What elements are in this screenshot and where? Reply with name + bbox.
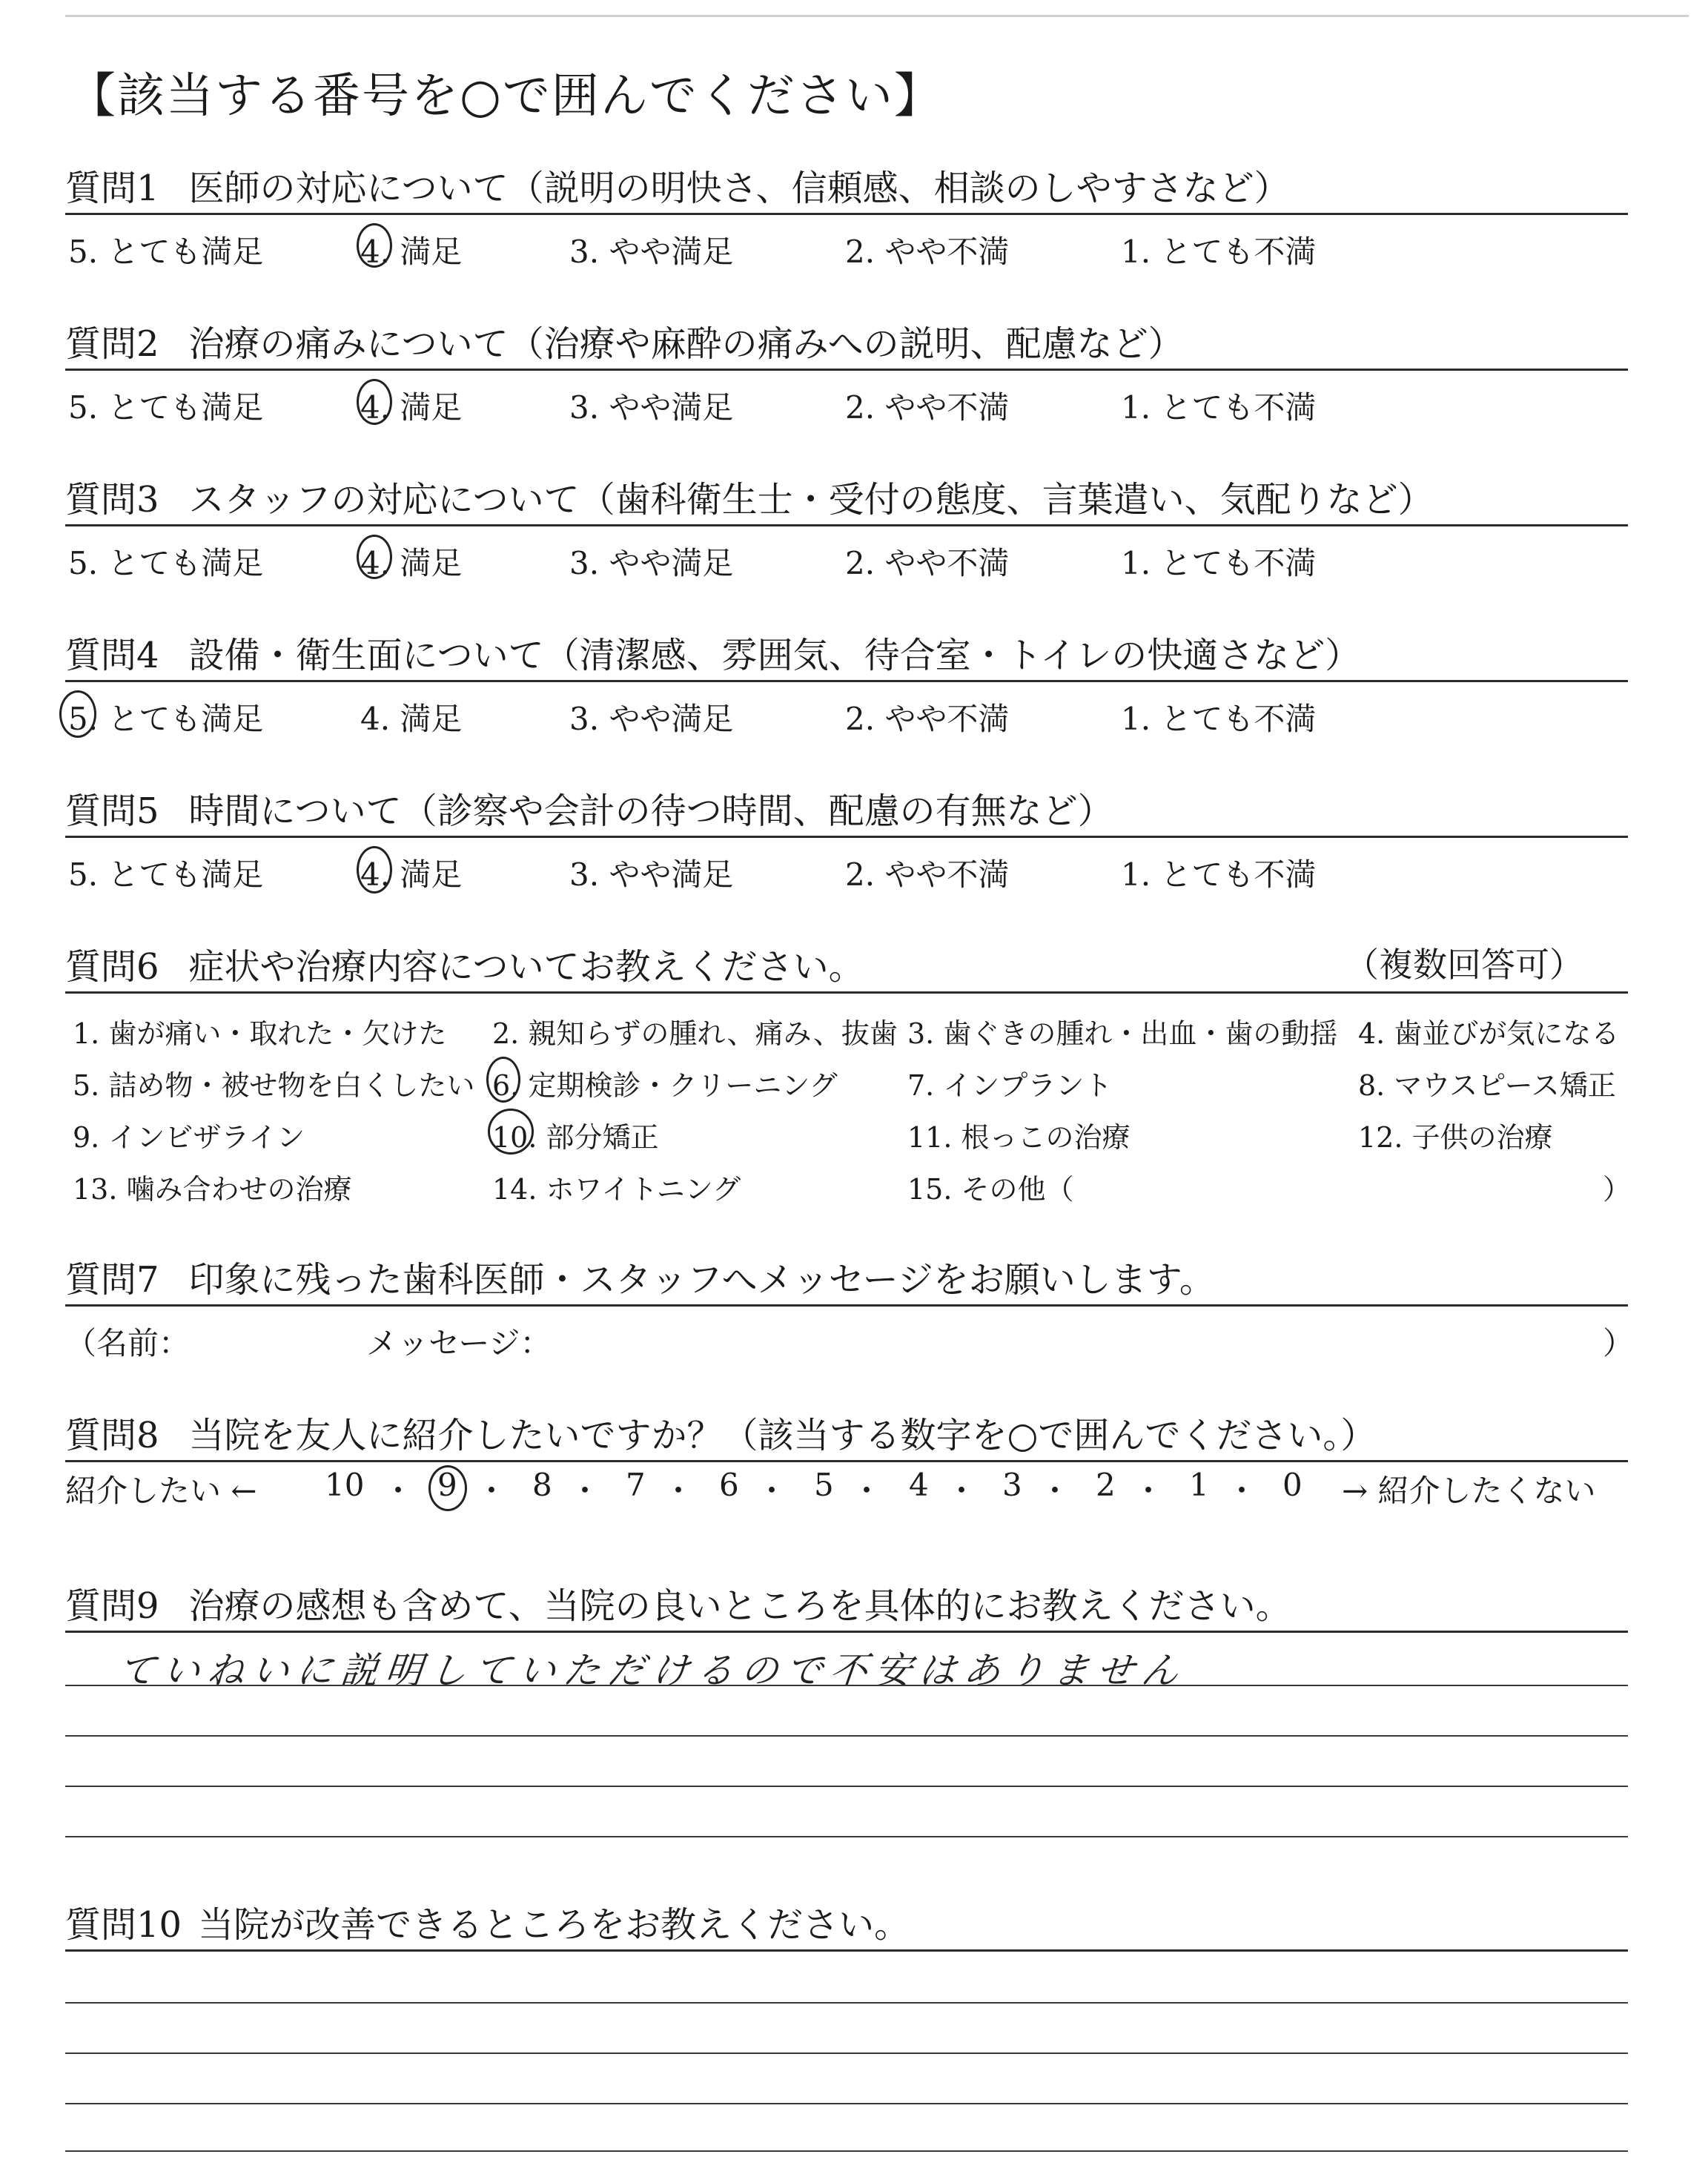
scale-separator: ・ xyxy=(663,1473,695,1509)
scale-separator: ・ xyxy=(1039,1473,1071,1509)
question-title xyxy=(65,1251,1215,1302)
recommend-score-8[interactable]: 8 xyxy=(532,1467,552,1503)
answer-line xyxy=(65,1836,1628,1837)
option-3[interactable]: 3. やや満足 xyxy=(569,856,734,893)
question-number: 質問4 xyxy=(65,635,159,676)
question-rule xyxy=(65,1631,1628,1633)
option-4[interactable]: 4. 満足 xyxy=(360,389,463,426)
question-title xyxy=(65,782,1113,833)
question-title xyxy=(65,938,864,989)
symptom-option-11[interactable]: 11. 根っこの治療 xyxy=(907,1121,1131,1154)
question-text: 医師の対応について（説明の明快さ、信頼感、相談のしやすさなど） xyxy=(188,168,1290,209)
recommend-left-label: 紹介したい ← xyxy=(65,1473,257,1509)
selection-circle xyxy=(357,379,392,425)
scale-separator: ・ xyxy=(569,1473,601,1509)
question-rule xyxy=(65,524,1628,526)
question-number: 質問2 xyxy=(65,323,159,365)
recommend-score-10[interactable]: 10 xyxy=(325,1467,365,1503)
option-1[interactable]: 1. とても不満 xyxy=(1121,234,1317,270)
question-rule xyxy=(65,836,1628,838)
scale-separator: ・ xyxy=(1133,1473,1165,1509)
recommend-right-label: → 紹介したくない xyxy=(1342,1473,1596,1509)
question-text: 治療の痛みについて（治療や麻酔の痛みへの説明、配慮など） xyxy=(188,323,1184,365)
question-title xyxy=(65,471,1434,522)
recommend-score-7[interactable]: 7 xyxy=(626,1467,646,1503)
symptom-option-12[interactable]: 12. 子供の治療 xyxy=(1358,1121,1553,1154)
option-3[interactable]: 3. やや満足 xyxy=(569,701,734,737)
scale-separator: ・ xyxy=(851,1473,883,1509)
option-3[interactable]: 3. やや満足 xyxy=(569,234,734,270)
recommend-score-1[interactable]: 1 xyxy=(1189,1467,1209,1503)
question-number: 質問8 xyxy=(65,1415,159,1456)
symptom-option-5[interactable]: 5. 詰め物・被せ物を白くしたい xyxy=(73,1069,475,1102)
answer-line xyxy=(65,2002,1628,2004)
answer-line xyxy=(65,2052,1628,2054)
option-2[interactable]: 2. やや不満 xyxy=(845,389,1010,426)
question-title xyxy=(65,1577,1291,1628)
option-5[interactable]: 5. とても満足 xyxy=(68,389,264,426)
recommend-score-3[interactable]: 3 xyxy=(1002,1467,1022,1503)
option-2[interactable]: 2. やや不満 xyxy=(845,234,1010,270)
scale-separator: ・ xyxy=(946,1473,978,1509)
option-4[interactable]: 4. 満足 xyxy=(360,701,463,737)
answer-line xyxy=(65,1735,1628,1737)
top-border xyxy=(65,15,1689,17)
message-label: メッセージ： xyxy=(366,1325,552,1361)
option-5[interactable]: 5. とても満足 xyxy=(68,545,264,581)
selection-circle xyxy=(486,1057,520,1103)
question-title xyxy=(65,1407,1376,1458)
scale-separator: ・ xyxy=(1226,1473,1258,1509)
question-title xyxy=(65,1896,910,1947)
question-text: 当院を友人に紹介したいですか？（該当する数字を○で囲んでください。） xyxy=(188,1415,1377,1456)
scale-separator: ・ xyxy=(383,1473,414,1509)
other-close-paren: ） xyxy=(1603,1173,1632,1206)
recommend-score-0[interactable]: 0 xyxy=(1282,1467,1302,1503)
option-5[interactable]: 5. とても満足 xyxy=(68,701,264,737)
question-number: 質問5 xyxy=(65,790,159,832)
option-5[interactable]: 5. とても満足 xyxy=(68,856,264,893)
recommend-score-4[interactable]: 4 xyxy=(909,1467,929,1503)
scale-separator: ・ xyxy=(756,1473,788,1509)
option-4[interactable]: 4. 満足 xyxy=(360,234,463,270)
selection-circle xyxy=(59,690,96,738)
question-rule xyxy=(65,1304,1628,1307)
question-number: 質問10 xyxy=(65,1904,182,1946)
option-4[interactable]: 4. 満足 xyxy=(360,545,463,581)
symptom-option-7[interactable]: 7. インプラント xyxy=(907,1069,1113,1102)
option-4[interactable]: 4. 満足 xyxy=(360,856,463,893)
answer-line xyxy=(65,1786,1628,1787)
symptom-option-3[interactable]: 3. 歯ぐきの腫れ・出血・歯の動揺 xyxy=(907,1017,1338,1050)
recommend-score-2[interactable]: 2 xyxy=(1096,1467,1116,1503)
selection-circle xyxy=(357,846,392,894)
question-text: 当院が改善できるところをお教えください。 xyxy=(198,1904,910,1946)
symptom-option-15[interactable]: 15. その他（ xyxy=(907,1173,1074,1206)
symptom-option-1[interactable]: 1. 歯が痛い・取れた・欠けた xyxy=(73,1017,447,1050)
option-1[interactable]: 1. とても不満 xyxy=(1121,545,1317,581)
recommend-score-5[interactable]: 5 xyxy=(814,1467,834,1503)
symptom-option-6[interactable]: 6. 定期検診・クリーニング xyxy=(492,1069,838,1102)
question-text: 設備・衛生面について（清潔感、雰囲気、待合室・トイレの快適さなど） xyxy=(188,635,1361,676)
selection-circle xyxy=(357,223,392,268)
message-close-paren: ） xyxy=(1603,1325,1635,1361)
question-rule xyxy=(65,680,1628,682)
question-text: 症状や治療内容についてお教えください。 xyxy=(188,946,864,988)
symptom-option-10[interactable]: 10. 部分矯正 xyxy=(492,1121,659,1154)
recommend-score-9[interactable]: 9 xyxy=(437,1467,457,1503)
option-2[interactable]: 2. やや不満 xyxy=(845,856,1010,893)
option-3[interactable]: 3. やや満足 xyxy=(569,389,734,426)
question-title xyxy=(65,627,1360,678)
option-5[interactable]: 5. とても満足 xyxy=(68,234,264,270)
option-1[interactable]: 1. とても不満 xyxy=(1121,701,1317,737)
option-3[interactable]: 3. やや満足 xyxy=(569,545,734,581)
question-rule xyxy=(65,1949,1628,1952)
option-1[interactable]: 1. とても不満 xyxy=(1121,389,1317,426)
selection-circle xyxy=(428,1465,467,1511)
question-text: 時間について（診察や会計の待つ時間、配慮の有無など） xyxy=(188,790,1113,832)
question-number: 質問7 xyxy=(65,1259,159,1301)
option-1[interactable]: 1. とても不満 xyxy=(1121,856,1317,893)
question-number: 質問3 xyxy=(65,479,159,521)
question-text: スタッフの対応について（歯科衛生士・受付の態度、言葉遣い、気配りなど） xyxy=(188,479,1434,521)
scale-separator: ・ xyxy=(476,1473,508,1509)
handwritten-answer: ていねいに説明していただけるので不安はありません xyxy=(116,1649,1188,1692)
question-number: 質問1 xyxy=(65,168,159,209)
symptom-option-8[interactable]: 8. マウスピース矯正 xyxy=(1358,1069,1616,1102)
answer-line xyxy=(65,1685,1628,1686)
question-title xyxy=(65,159,1290,211)
option-2[interactable]: 2. やや不満 xyxy=(845,701,1010,737)
symptom-option-13[interactable]: 13. 噛み合わせの治療 xyxy=(73,1173,352,1206)
question-rule xyxy=(65,369,1628,371)
question-text: 治療の感想も含めて、当院の良いところを具体的にお教えください。 xyxy=(188,1585,1291,1627)
question-number: 質問6 xyxy=(65,946,159,988)
symptom-option-4[interactable]: 4. 歯並びが気になる xyxy=(1358,1017,1620,1050)
question-number: 質問9 xyxy=(65,1585,159,1627)
question-rule xyxy=(65,991,1628,994)
selection-circle xyxy=(357,535,392,579)
answer-line xyxy=(65,2103,1628,2104)
symptom-option-9[interactable]: 9. インビザライン xyxy=(73,1121,305,1154)
answer-line xyxy=(65,2150,1628,2152)
question-title xyxy=(65,315,1184,366)
symptom-option-2[interactable]: 2. 親知らずの腫れ、痛み、抜歯 xyxy=(492,1017,898,1050)
name-label: （名前： xyxy=(65,1325,191,1361)
multiple-answers-note: （複数回答可） xyxy=(1345,945,1583,985)
option-2[interactable]: 2. やや不満 xyxy=(845,545,1010,581)
symptom-option-14[interactable]: 14. ホワイトニング xyxy=(492,1173,741,1206)
question-rule xyxy=(65,213,1628,215)
recommend-score-6[interactable]: 6 xyxy=(719,1467,739,1503)
question-rule xyxy=(65,1460,1628,1462)
instruction-heading: 【該当する番号を○で囲んでください】 xyxy=(68,69,943,124)
question-text: 印象に残った歯科医師・スタッフへメッセージをお願いします。 xyxy=(188,1259,1215,1301)
selection-circle xyxy=(488,1109,534,1155)
